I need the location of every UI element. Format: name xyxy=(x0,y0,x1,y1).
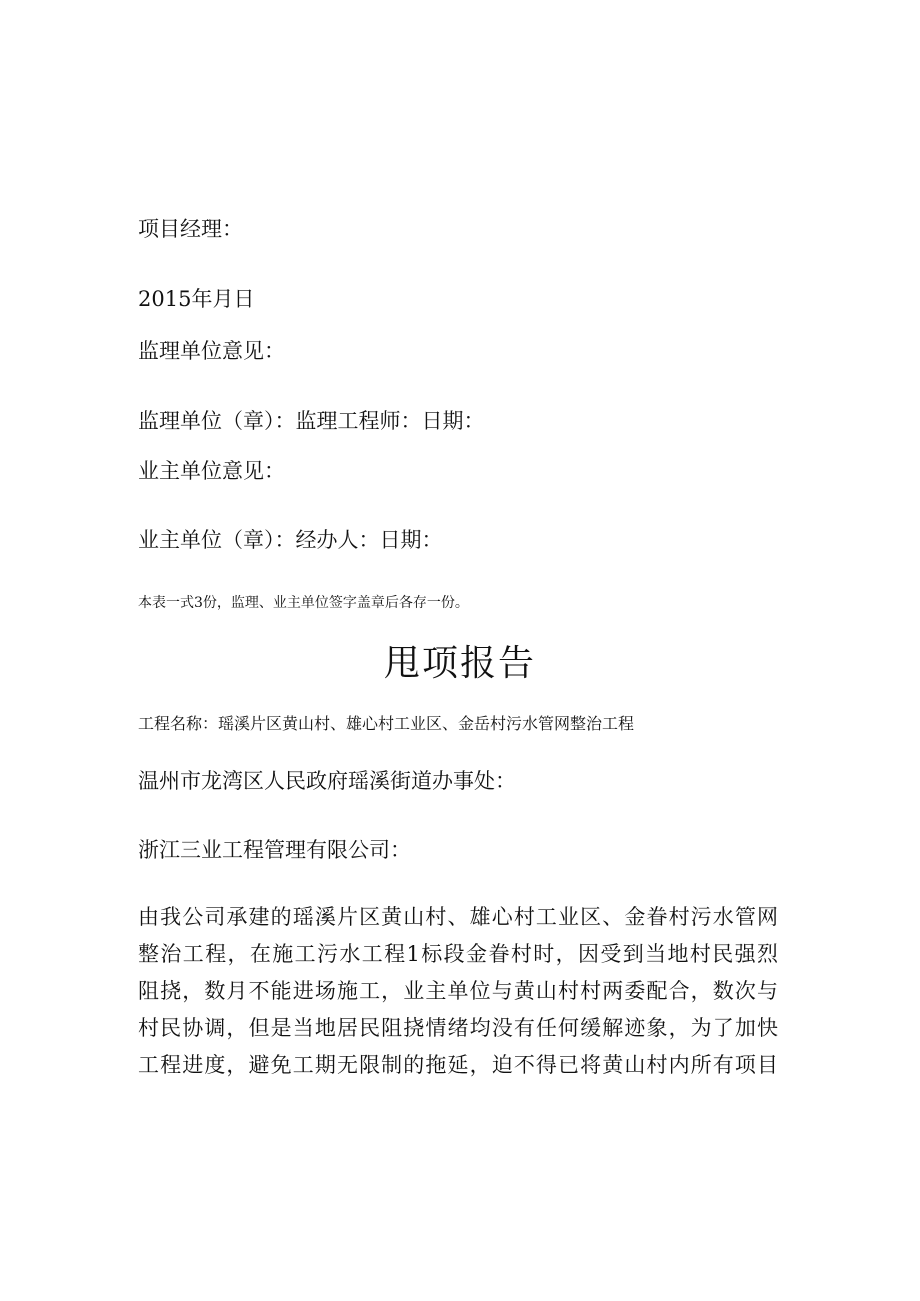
supervisor-sign-line: 监理单位（章）：监理工程师：日期： xyxy=(138,409,485,433)
body-line: 村民协调，但是当地居民阻挠情绪均没有任何缓解迹象，为了加快 xyxy=(138,1016,778,1040)
body-line: 工程进度，避免工期无限制的拖延，迫不得已将黄山村内所有项目 xyxy=(138,1053,778,1077)
project-manager-label: 项目经理： xyxy=(138,217,243,241)
body-line: 整治工程，在施工污水工程1标段金眷村时，因受到当地村民强烈 xyxy=(138,942,778,966)
report-title: 甩项报告 xyxy=(383,643,536,684)
date-line: 2015年月日 xyxy=(138,287,255,311)
body-line: 阻挠，数月不能进场施工，业主单位与黄山村村两委配合，数次与 xyxy=(138,979,778,1003)
project-name-line: 工程名称：瑶溪片区黄山村、雄心村工业区、金岳村污水管网整治工程 xyxy=(138,714,635,733)
report-body xyxy=(138,899,778,1084)
body-line: 由我公司承建的瑶溪片区黄山村、雄心村工业区、金眷村污水管网 xyxy=(138,905,778,929)
owner-sign-line: 业主单位（章）：经办人：日期： xyxy=(138,528,443,552)
supervisor-opinion-label: 监理单位意见： xyxy=(138,339,285,363)
recipient-2: 浙江三业工程管理有限公司： xyxy=(138,838,411,862)
owner-opinion-label: 业主单位意见： xyxy=(138,459,285,483)
recipient-1: 温州市龙湾区人民政府瑶溪街道办事处： xyxy=(138,769,516,793)
footnote: 本表一式3份，监理、业主单位签字盖章后各存一份。 xyxy=(138,595,469,611)
